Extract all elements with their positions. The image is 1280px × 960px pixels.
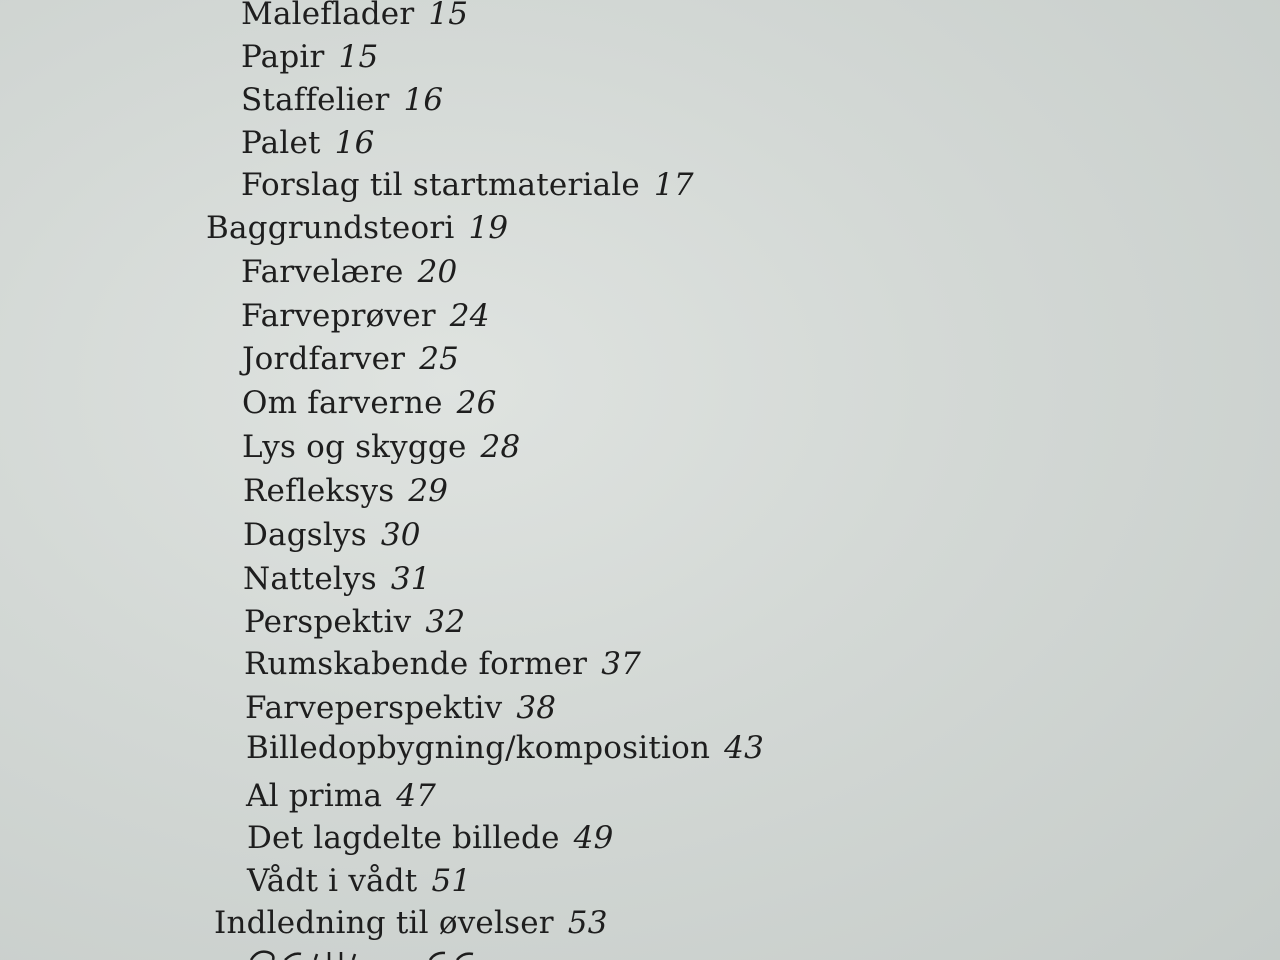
toc-entry <box>241 123 375 163</box>
toc-entry-title: Forslag til startmateriale <box>241 167 640 203</box>
toc-entry-page: 15 <box>428 0 469 32</box>
toc-entry-title: Det lagdelte billede <box>247 820 560 856</box>
toc-entry <box>241 0 468 34</box>
toc-entry-title: Lys og skygge <box>242 429 467 465</box>
toc-entry <box>242 383 497 423</box>
toc-entry-title: Al prima <box>246 778 383 814</box>
toc-entry-page: 16 <box>334 125 375 161</box>
toc-entry-title: Maleflader <box>241 0 415 32</box>
toc-entry <box>241 37 378 77</box>
toc-entry-page: 29 <box>408 473 449 509</box>
toc-entry-page: 31 <box>390 561 431 597</box>
toc-section-title: Indledning til øvelser <box>214 905 554 941</box>
toc-entry-title: Om farverne <box>242 385 443 421</box>
toc-section <box>214 903 608 943</box>
toc-entry-title: Billedopbygning/komposition <box>246 730 711 766</box>
toc-entry-page: 30 <box>380 517 421 553</box>
toc-entry-page: 43 <box>724 730 764 766</box>
toc-entry-page: 20 <box>417 254 458 290</box>
toc-entry <box>245 688 556 728</box>
toc-entry-title: Dagslys <box>243 517 367 553</box>
toc-entry <box>244 602 465 642</box>
toc-entry-page: 38 <box>516 690 557 726</box>
toc-entry <box>242 427 520 467</box>
cut-off-line-fragment <box>245 948 485 960</box>
toc-entry <box>243 471 448 511</box>
toc-entry <box>241 80 443 120</box>
toc-section <box>206 208 508 248</box>
toc-section-title: Baggrundsteori <box>206 210 455 246</box>
toc-entry-title: Farveprøver <box>241 298 436 334</box>
toc-entry-title: Refleksys <box>243 473 395 509</box>
toc-entry <box>243 559 431 599</box>
toc-entry <box>241 252 457 292</box>
toc-entry <box>244 644 641 684</box>
toc-entry-title: Nattelys <box>243 561 377 597</box>
toc-entry-page: 25 <box>419 341 460 377</box>
toc-entry-title: Palet <box>241 125 321 161</box>
toc-entry <box>241 296 490 336</box>
toc-entry-page: 37 <box>601 646 642 682</box>
toc-entry <box>241 165 694 205</box>
toc-entry <box>246 776 436 816</box>
toc-entry-page: 51 <box>431 863 472 899</box>
toc-entry-title: Vådt i vådt <box>247 863 418 899</box>
toc-entry-page: 26 <box>456 385 497 421</box>
toc-entry-page: 49 <box>573 820 614 856</box>
toc-entry-page: 24 <box>449 298 490 334</box>
toc-section-page: 53 <box>567 905 608 941</box>
toc-entry-title: Farveperspektiv <box>245 690 503 726</box>
toc-entry-title: Rumskabende former <box>244 646 588 682</box>
toc-entry <box>242 339 459 379</box>
toc-entry-page: 15 <box>338 39 379 75</box>
toc-entry-title: Farvelære <box>241 254 404 290</box>
toc-entry-page: 17 <box>653 167 694 203</box>
toc-entry-page: 28 <box>480 429 521 465</box>
toc-entry-title: Staffelier <box>241 82 390 118</box>
toc-entry-page: 16 <box>403 82 444 118</box>
toc-entry-title: Perspektiv <box>244 604 412 640</box>
toc-entry <box>243 515 421 555</box>
toc-entry <box>246 728 764 768</box>
toc-section-page: 19 <box>468 210 509 246</box>
toc-entry-page: 47 <box>396 778 437 814</box>
toc-entry-title: Papir <box>241 39 325 75</box>
toc-entry-page: 32 <box>425 604 466 640</box>
toc-entry <box>247 818 614 858</box>
toc-entry <box>247 861 471 901</box>
toc-entry-title: Jordfarver <box>242 341 406 377</box>
